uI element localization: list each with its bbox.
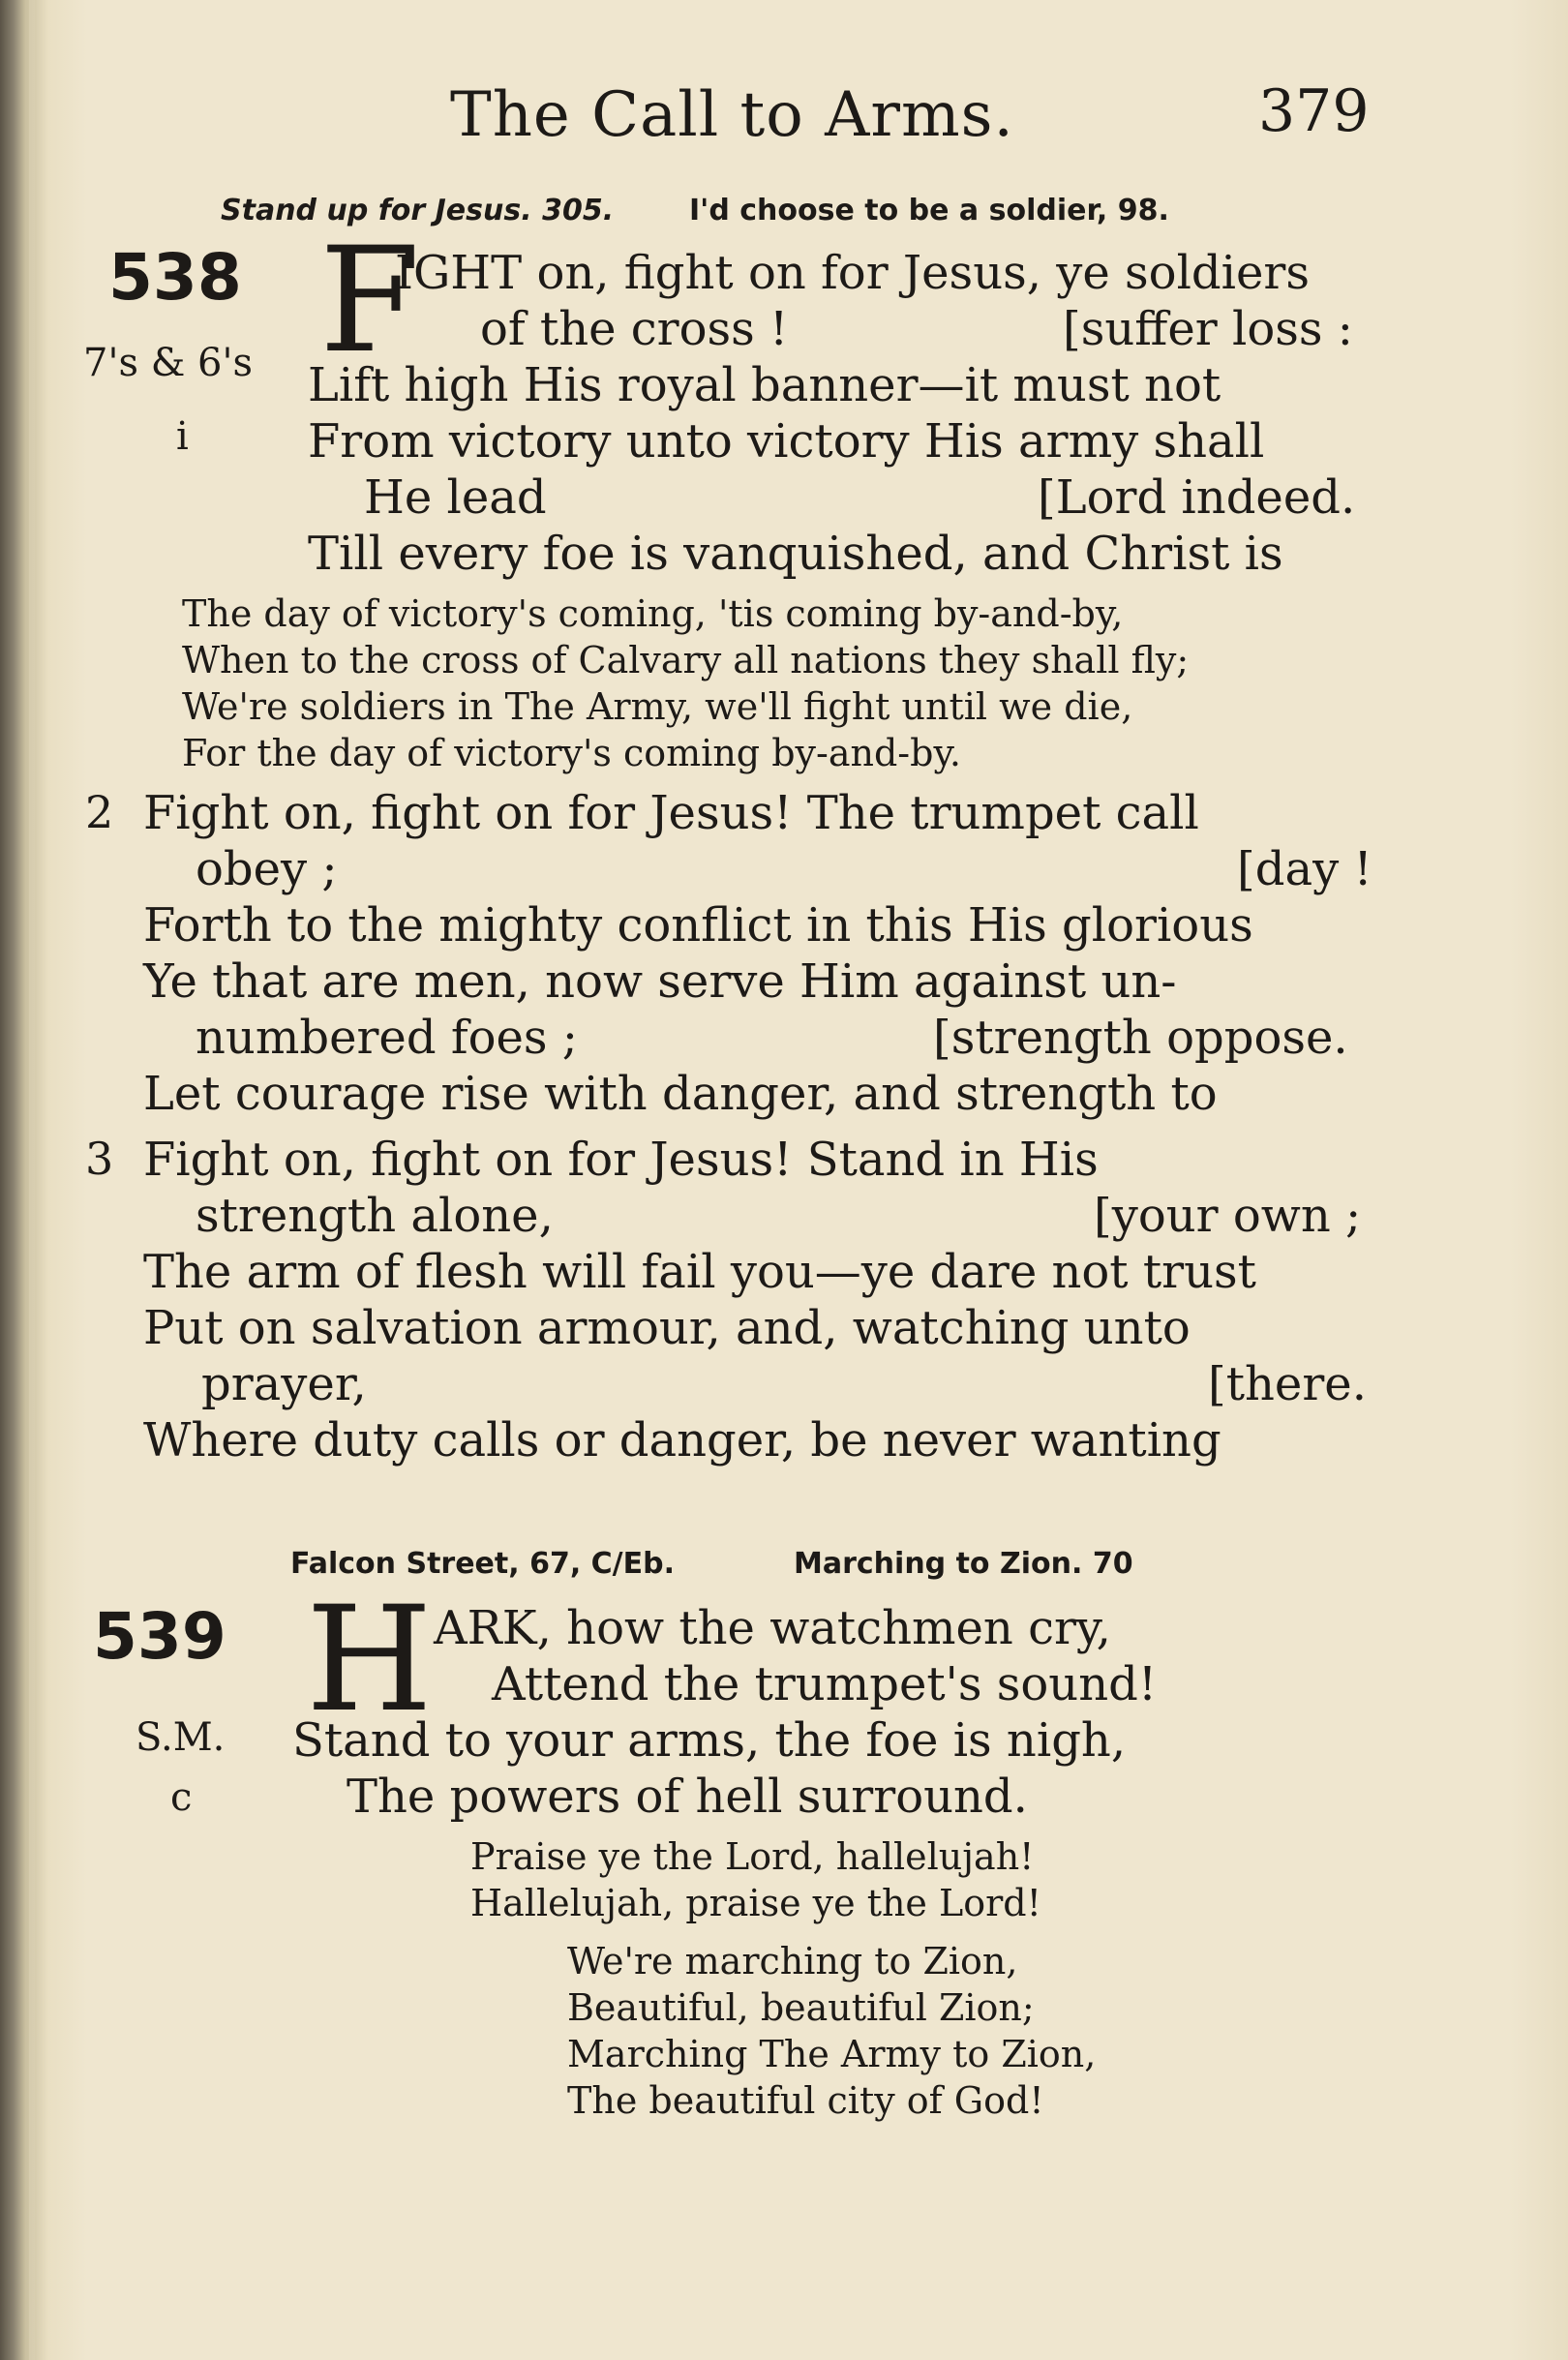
verse-line: [your own ; [1094,1189,1362,1243]
verse-line: Ye that are men, now serve Him against un- [143,954,1177,1009]
drop-cap: F [319,217,421,385]
verse-line: [strength oppose. [933,1011,1348,1065]
chorus-line: Marching The Army to Zion, [567,2033,1097,2075]
chorus-line: We're marching to Zion, [567,1940,1018,1982]
verse-line: IGHT on, fight on for Jesus, ye soldiers [395,246,1310,300]
verse-line: Stand to your arms, the foe is nigh, [292,1713,1127,1768]
hymn-number: 539 [93,1599,226,1674]
verse-line: obey ; [196,842,338,896]
verse-line: numbered foes ; [196,1011,578,1065]
verse-line: prayer, [201,1357,367,1411]
verse-line: Forth to the mighty conflict in this His glorious [143,898,1253,953]
verse-line: ARK, how the watchmen cry, [434,1601,1111,1655]
verse-line: Where duty calls or danger, be never wanting [143,1413,1221,1467]
page-title: The Call to Arms. [450,79,1014,151]
hymn-meter: S.M. [136,1715,226,1760]
refrain-line: Praise ye the Lord, hallelujah! [470,1835,1035,1878]
verse-line: [Lord indeed. [1038,470,1356,525]
verse-line: Till every foe is vanquished, and Christ is [308,527,1283,581]
verse-line: Put on salvation armour, and, watching unto [143,1301,1191,1355]
tune-reference-right: Marching to Zion. 70 [794,1547,1133,1581]
verse-number: 2 [85,786,114,838]
hymn-meter: 7's & 6's [83,341,253,385]
chorus-line: We're soldiers in The Army, we'll fight until we die, [182,685,1133,728]
verse-line: [suffer loss : [1063,302,1353,356]
chorus-line: The day of victory's coming, 'tis coming by-and-by, [182,592,1124,635]
verse-line: of the cross ! [480,302,789,356]
verse-line: Fight on, fight on for Jesus! The trumpet call [143,786,1199,840]
hymn-number: 538 [108,240,242,315]
refrain-line: Hallelujah, praise ye the Lord! [470,1882,1041,1924]
verse-line: From victory unto victory His army shall [308,414,1265,469]
chorus-line: The beautiful city of God! [567,2079,1044,2122]
verse-line: [there. [1208,1357,1367,1411]
hymn-mark: c [170,1775,193,1820]
book-gutter [29,0,35,2360]
tune-reference-right: I'd choose to be a soldier, 98. [689,194,1169,227]
chorus-line: For the day of victory's coming by-and-by. [182,732,961,774]
hymn-mark: i [176,414,189,459]
chorus-line: When to the cross of Calvary all nations they shall fly; [182,639,1190,681]
verse-line: [day ! [1237,842,1372,896]
verse-line: Fight on, fight on for Jesus! Stand in His [143,1133,1099,1187]
verse-line: The arm of flesh will fail you—ye dare not trust [143,1245,1256,1299]
verse-line: Let courage rise with danger, and strength to [143,1067,1218,1121]
tune-reference-left: Stand up for Jesus. 305. [221,194,615,227]
verse-line: Lift high His royal banner—it must not [308,358,1221,412]
tune-reference-left: Falcon Street, 67, C/Eb. [290,1547,676,1581]
verse-line: strength alone, [196,1189,554,1243]
chorus-line: Beautiful, beautiful Zion; [567,1986,1035,2029]
drop-cap: H [306,1576,433,1744]
verse-number: 3 [85,1133,114,1185]
verse-line: He lead [364,470,547,525]
verse-line: Attend the trumpet's sound! [492,1657,1158,1711]
verse-line: The powers of hell surround. [347,1770,1028,1824]
page-number: 379 [1258,77,1370,145]
